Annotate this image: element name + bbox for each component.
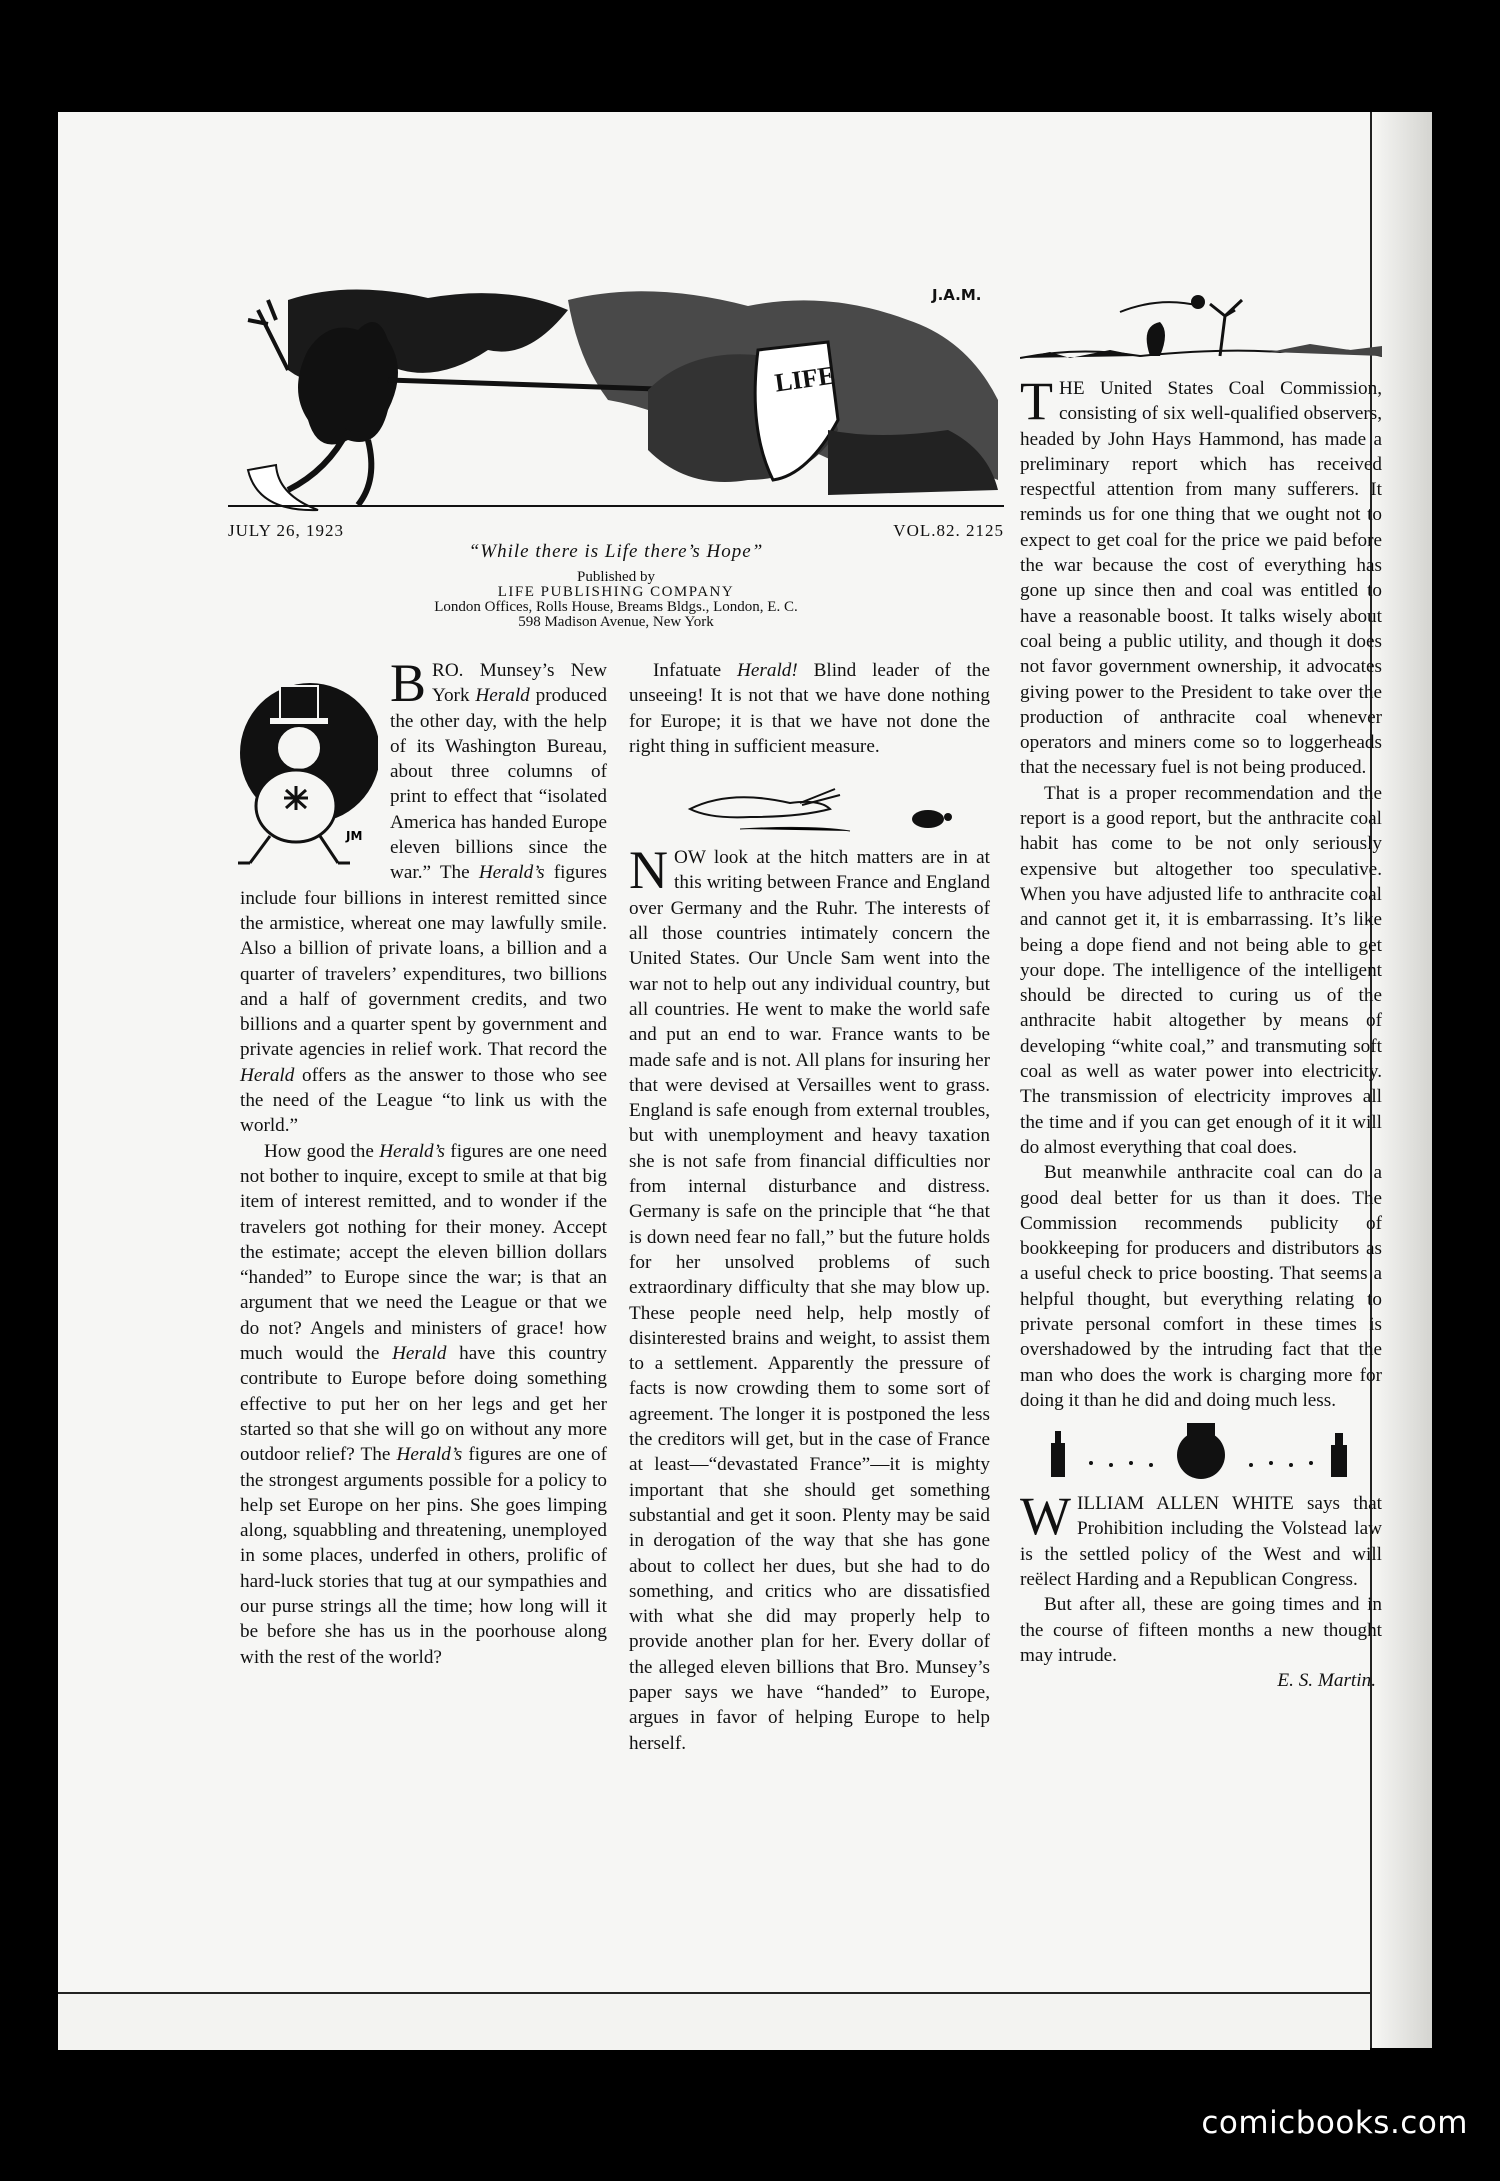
- published-by: Published by: [577, 569, 655, 585]
- shield-text: LIFE: [772, 360, 838, 398]
- caricature-signature: JM: [346, 829, 363, 843]
- dateline: [228, 521, 1004, 543]
- motto: “While there is Life there’s Hope”: [468, 541, 764, 562]
- munsey-caricature: [210, 658, 378, 880]
- london-office: London Offices, Rolls House, Breams Bldgs., London, E. C.: [434, 599, 798, 615]
- col1-paragraph-1: BRO. Munsey’s New York Herald produced the other day, with the help of its Washington Bureau, about three columns of print to effect that “isolated America has handed Europe eleven billions since the war.” The Herald’s figures include four billions in interest remitted since the armistice, whereat one may lawfully smile. Also a billion of private loans, a billion and a quarter of travelers’ expenditures, two billions and a half of government credits, and two billions and a quarter spent by government and private agencies in relief work. That record the Herald offers as the answer to those who see the need of the League “to link us with the world.”: [240, 653, 607, 1137]
- watermark: comicbooks.com: [1201, 2105, 1468, 2141]
- column-2: [629, 658, 990, 1756]
- masthead-illustration: [228, 280, 1004, 512]
- hare-tortoise-illustration: [629, 769, 990, 839]
- col1-paragraph-2: How good the Herald’s figures are one need not bother to inquire, except to smile at that big item of interest remitted, and to wonder if the travelers got nothing for their money. Accept the estimate; accept the eleven billion dollars “handed” to Europe since the war; is that an argument that we need the League or that we do not? Angels and ministers of grace! how much would the Herald have this country contribute to Europe before doing something effective to put her on her legs and get her started so that she will go on without any more outdoor relief? The Herald’s figures are one of the strongest arguments possible for a policy to help set Europe on her pins. She goes limping along, squabbling and threatening, unemployed in some places, underfed in others, prolific of hard-luck stories that tug at our sympathies and our purse strings all the time; how long will it be before she has us in the poorhouse along with the rest of the world?: [240, 1140, 608, 1668]
- col2-paragraph-1: Infatuate Herald! Blind leader of the unseeing! It is not that we have done nothing for Europe; it is that we have not done the right thing in sufficient measure.: [629, 660, 991, 757]
- bottles-illustration: [1020, 1423, 1382, 1485]
- coal-landscape-illustration: [1020, 286, 1382, 372]
- dropcap-t: T: [1020, 371, 1053, 431]
- issue-volume: VOL.82. 2125: [893, 521, 1004, 540]
- publisher-company: LIFE PUBLISHING COMPANY: [497, 584, 735, 600]
- column-1: [240, 653, 608, 1670]
- col2-paragraph-2: NOW look at the hitch matters are in at this writing between France and England over Germany and the Ruhr. The interests of all those countries intimately concern the United States. Our Uncle Sam went into the war not to help out any individual country, but all countries. He went to make the world safe and put an end to war. France wants to be made safe and is not. All plans for insuring her that were devised at Versailles went to grass. England is safe enough from external troubles, but with unemployment and heavy taxation she is not safe from financial difficulties nor from internal disturbance and distress. Germany is safe on the principle that “he that is down need fear no fall,” but the future holds for her unsolved problems of such extraordinary difficulty that she may blow up. These people need help, help mostly of disinterested brains and weight, to assist them to a settlement. Apparently the pressure of facts is now crowding them to some sort of agreement. The longer it is postponed the less the creditors will get, but in the case of France at least—“devastated France”—it is mighty important that she should get something substantial and get it soon. Plenty may be said in derogation of the way that she has gone about to collect her dues, but she had to do something, and critics who are dissatisfied with what she did may properly help to provide another plan for her. Every dollar of the alleged eleven billions that Bro. Munsey’s paper says we have “handed” to Europe, argues in favor of helping Europe to help herself.: [629, 840, 990, 1754]
- col3-paragraph-4: WILLIAM ALLEN WHITE says that Prohibition including the Volstead law is the settled policy of the West and will reëlect Harding and a Republican Congress.: [1020, 1486, 1382, 1591]
- dropcap-w: W: [1020, 1486, 1071, 1547]
- dropcap-b: B: [390, 653, 427, 713]
- column-3: [1020, 371, 1382, 1694]
- page-bottom-edge: [58, 1992, 1370, 2050]
- col3-paragraph-3: But meanwhile anthracite coal can do a good deal better for us than it does. The Commission recommends publicity of bookkeeping for producers and distributors as a useful check to price boosting. That seems a helpful thought, but everything relating to private personal comfort in these times is overshadowed by the intruding fact that the man who does the work is charging more for doing it than he did and doing much less.: [1020, 1162, 1382, 1411]
- publisher-block: [228, 570, 1004, 630]
- ny-address: 598 Madison Avenue, New York: [518, 614, 714, 630]
- author-signature: E. S. Martin.: [1277, 1670, 1376, 1692]
- issue-date: JULY 26, 1923: [228, 521, 344, 540]
- col3-paragraph-5: But after all, these are going times and in the course of fifteen months a new thought may intrude.: [1020, 1594, 1382, 1666]
- dropcap-n: N: [629, 840, 668, 901]
- col3-paragraph-1: THE United States Coal Commission, consisting of six well-qualified observers, headed by John Hays Hammond, has made a preliminary report which has received respectful attention from many sufferers. It reminds us for one thing that we ought not to expect to get coal for the price we paid before the war because the cost of everything has gone up since then and coal was entitled to have a reasonable boost. It talks wisely about coal being a public utility, and though it does not favor government ownership, it advocates giving power to the President to take over the production of anthracite coal whenever operators and miners come so to loggerheads that the necessary fuel is not being produced.: [1020, 371, 1382, 779]
- art-signature: J.A.M.: [932, 286, 982, 304]
- col3-paragraph-2: That is a proper recommendation and the report is a good report, but the anthracite coal habit has come to be not only seriously expensive but altogether too speculative. When you have adjusted life to anthracite coal and cannot get it, it is embarrassing. It’s like being a dope fiend and not being able to get your dope. The intelligence of the intelligent should be directed to curing us of the anthracite habit altogether by means of developing “white coal,” and transmuting soft coal as well as water power into electricity. The transmission of electricity improves all the time and if you can get enough of it it will do almost everything that coal does.: [1020, 782, 1382, 1158]
